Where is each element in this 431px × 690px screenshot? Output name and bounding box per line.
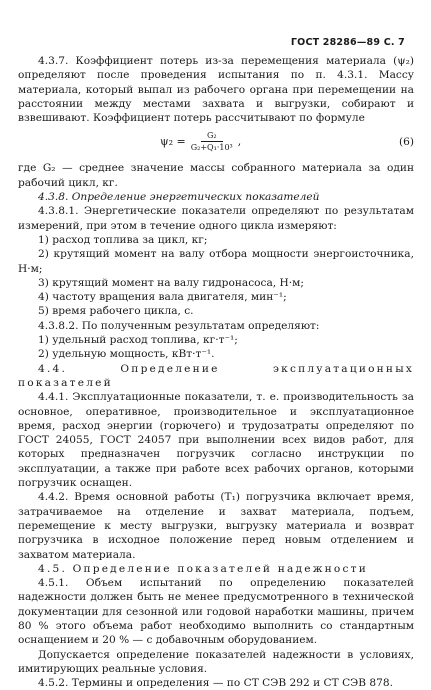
list2-item: 2) удельную мощность, кВт·т⁻¹. [38,348,215,361]
running-header: ГОСТ 28286—89 С. 7 [290,37,405,48]
paragraph-4-3-8-2: 4.3.8.2. По полученным результатам определяют: [38,319,320,332]
formula-number: (6) [398,136,414,149]
section-4-4-title: 4.4. Определение эксплуатационных показателей [18,362,414,389]
section-4-3-8-title: 4.3.8. Определение энергетических показателей [38,191,320,204]
formula-tail: , [237,135,242,149]
paragraph-4-5-1-note: Допускается определение показателей надежности в условиях, имитирующих реальные условия. [18,648,414,675]
formula-numerator: G₂ [201,131,223,142]
list1-item: 5) время рабочего цикла, с. [38,305,194,318]
section-4-5-title: 4.5. Определение показателей надежности [38,562,368,575]
formula-lhs: ψ₂ = [160,135,186,149]
formula-denominator: G₂+Q₁·10³ [190,143,233,153]
list1-item: 1) расход топлива за цикл, кг; [38,233,208,246]
list1-item: 2) крутящий момент на валу отбора мощности энергоисточника, Н·м; [18,248,414,275]
list1-item: 4) частоту вращения вала двигателя, мин⁻¹; [38,291,287,304]
paragraph-4-3-7: 4.3.7. Коэффициент потерь из-за перемещения материала (ψ₂) определяют после проведения испытания по п. 4.3.1. Массу материала, который выпал из рабочего органа при перемещении на расстоянии между местами захвата и выгрузки, собирают и взвешивают. Коэффициент потерь рассчитывают по формуле [18,55,414,125]
formula-explanation: где G₂ — среднее значение массы собранного материала за один рабочий цикл, кг. [18,162,414,189]
paragraph-4-5-1: 4.5.1. Объем испытаний по определению показателей надежности должен быть не менее предусмотренного в технической документации для сезонной или годовой наработки машины, причем 80 % этого объема работ необходимо выполнить со стандартным оснащением и 20 % — с добавочным оборудованием. [18,577,414,647]
paragraph-4-3-8-1: 4.3.8.1. Энергетические показатели определяют по результатам измерений, при этом в течение одного цикла измеряют: [18,205,414,232]
list2-item: 1) удельный расход топлива, кг·т⁻¹; [38,334,238,347]
paragraph-4-4-2: 4.4.2. Время основной работы (T₁) погрузчика включает время, затрачиваемое на отделение и захват материала, подъем, перемещение к месту выгрузки, выгрузку материала и возврат погрузчика в исходное положение перед новым отделением и захватом материала. [18,491,414,561]
paragraph-4-5-2: 4.5.2. Термины и определения — по СТ СЭВ 292 и СТ СЭВ 878. [38,677,394,690]
formula-fraction [189,131,235,153]
list1-item: 3) крутящий момент на валу гидронасоса, Н·м; [38,276,304,289]
formula-6 [18,127,414,157]
paragraph-4-4-1: 4.4.1. Эксплуатационные показатели, т. е. производительность за основное, оперативное, производительное и эксплуатационное время, расход энергии (горючего) и трудозатраты определяют по ГОСТ 24055, ГОСТ 24057 при выполнении всех видов работ, для которых предназначен погрузчик согласно инструкции по эксплуатации, а также при работе всех рабочих органов, которыми погрузчик оснащен. [18,391,414,490]
page-body [18,54,414,690]
